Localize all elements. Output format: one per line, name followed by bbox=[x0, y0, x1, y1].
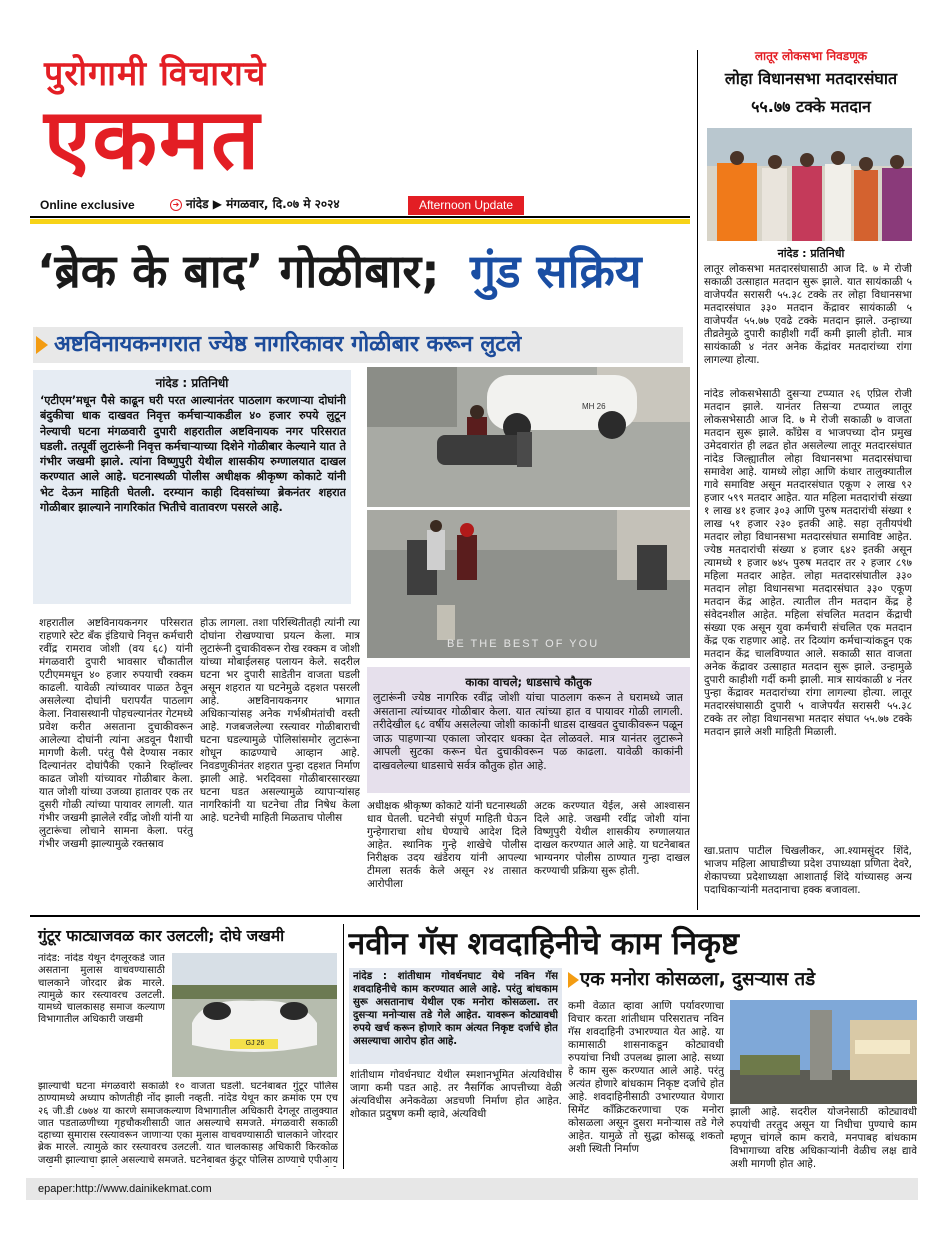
gas-col3: झाली आहे. सदरील योजनेसाठी कोट्यावधी रुपयांची तरतुद असून या निधीचा पुण्याचे काम म्हणून चांगले काम करावे, मनपाबह बांधकाम विभागाच्या वरिष्ठ अधिकाऱ्यांनी वेळीच लक्ष द्यावे अशी मागणी होत आहे. bbox=[730, 1106, 917, 1170]
masthead-divider bbox=[30, 216, 690, 218]
masthead-accent-bar bbox=[30, 219, 690, 224]
voters-photo bbox=[707, 128, 912, 241]
crematorium-photo bbox=[730, 1000, 917, 1104]
main-headline-part2: गुंड सक्रिय bbox=[470, 244, 642, 298]
dateline: नांदेड ▶ मंगळवार, दि.०७ मे २०२४ bbox=[186, 197, 340, 211]
subhead-arrow-icon bbox=[36, 336, 48, 354]
gas-col2: कमी वेळात व्हावा आणि पर्यावरणाचा विचार करता शांतीधाम परिसरातच नविन गॅस शवदाहिनी उभारण्यात येत आहे. या कामासाठी शासनाकडून कोट्यावधी रुपयांचा निधी उपलब्ध झाला आहे. सध्या हे काम सुरू करण्यात आले आहे. परंतु अत्यंत होणारे बांधकाम निकृष्ट दर्जाचे होत आहे. शवदाहिनीसाठी उभारण्यात येणारा सिमेंट कॉंक्रिटकरणाचा एक मनोरा कोसळला असून दुसरा मनोऱ्यास तडे गेले आहेत. यामुळे तो सुद्धा कोसळू शकतो अशी स्थिती निर्माण bbox=[568, 1000, 724, 1155]
sidebar-title-line2: ५५.७७ टक्के मतदान bbox=[751, 97, 871, 116]
main-body-col1: शहरातील अष्टविनायकनगर परिसरात राहणारे स्टेट बँक इंडियाचे निवृत्त कर्मचारी रवींद्र रामराव जोशी (वय ६८) यांनी मंगळवारी दुपारी भावसार चौकातील एटीएममधून ४० हजार रुपयाची रक्कम काढली. यावेळी त्यांच्यावर पाळत ठेवून असलेल्या दोघांनी घरापर्यंत पाठलाग केला. निवासस्थानी पोहचल्यानंतर गेटमध्ये प्रवेश करीत असताना दुचाकीवरून आलेल्या दोघांनी त्यांना अडवून पैशाची मागणी केली. परंतु पैसे देण्यास नकार दिल्यानंतर दोघांपैकी एकाने रिव्हॉल्वर काढत जोशी यांच्यावर गोळीबार केला. यात जोशी यांच्या उजव्या हातावर एक तर दुसरी गोळी त्यांच्या पायावर लागली. यात गंभीर जखमी झालेले रवींद्र जोशी यांनी या लुटारूंचा लोचाने सामना केला. परंतु गंभीर जखमी झाल्यामुळे रक्तस्राव bbox=[39, 617, 193, 850]
main-headline-part1: ‘ब्रेक के बाद’ गोळीबार; bbox=[37, 244, 440, 298]
sidebar-para3: खा.प्रताप पाटील चिखलीकर, आ.श्यामसुंदर शिंदे, भाजप महिला आघाडीच्या प्रदेश उपाध्यक्षा प्रणिता देवरे, शेकापच्या प्रदेशाध्यक्षा आशाताई शिंदे यांच्यासह अन्य पदाधिकाऱ्यांनी मतदानाचा हक्क बजावला. bbox=[704, 845, 912, 896]
epaper-link[interactable]: epaper:http://www.dainikekmat.com bbox=[38, 1183, 212, 1195]
sidebar-kicker: लातूर लोकसभा निवडणूक bbox=[754, 49, 868, 63]
cctv-photo-bottom bbox=[367, 510, 690, 658]
sidebar-title-line1: लोहा विधानसभा मतदारसंघात bbox=[724, 69, 898, 88]
gas-lead: नांदेड : शांतीधाम गोवर्धनघाट येथे नविन गॅस शवदाहिनीचे काम करण्यात आले आहे. परंतु बांधकाम सुरू असतानाच येथील एक मनोरा कोसळला. तर दुसऱ्या मनोऱ्यास तडे गेले आहेत. यावरून कोट्यावधी रुपये खर्च करून होणारे काम अंत्यत निकृष्ट दर्जाचे होत असल्याचा आरोप होत आहे. bbox=[353, 971, 558, 1047]
masthead-tagline: पुरोगामी विचाराचे bbox=[44, 54, 267, 94]
lead-byline: नांदेड : प्रतिनिधी bbox=[155, 376, 229, 390]
online-exclusive: Online exclusive bbox=[40, 198, 135, 212]
masthead-title: एकमत bbox=[44, 90, 262, 188]
main-body-col3: अधीक्षक श्रीकृष्ण कोकाटे यांनी घटनास्थळी धाव घेतली. घटनेची संपूर्ण माहिती घेऊन गुन्हेगाराचा शोध घेण्याचे आदेश दिले आहेत. स्थानिक गुन्हे शाखेचे पोलीस निरीक्षक उदय खंडेराय यांनी आपल्या टीमला सतर्क केले असून २४ तासात आरोपीला bbox=[367, 800, 527, 890]
cctv-photo-top bbox=[367, 367, 690, 507]
caption-text: लुटारूंनी ज्येष्ठ नागरिक रवींद्र जोशी यांचा पाठलाग करून ते घरामध्ये जात असताना त्यांच्यावर गोळीबार केला. यात त्यांच्या हात व पायावर गोळी लागली. तरीदेखील ६८ वर्षीय असलेल्या जोशी काकांनी धाडस दाखवत दुचाकीवरून पळून जाऊ पाहणाऱ्या एकाला जोरदार धक्का देत लोळवले. मात्र यानंतर लुटारूने आपली सुटका करून घेत दुचाकीवरून पळ काढला. यावेळी काकांनी दाखवलेल्या धाडसाचे सर्वत्र कौतुक होत आहे. bbox=[373, 691, 683, 772]
story-divider bbox=[343, 924, 344, 1169]
main-subhead: अष्टविनायकनगरात ज्येष्ठ नागरिकावर गोळीबार करून लुटले bbox=[54, 332, 522, 357]
main-body-col2: होऊ लागला. तशा परिस्थितीतही त्यांनी त्या दोघांना रोखण्याचा प्रयत्न केला. मात्र लुटारूंनी दुचाकीवरून रोख रक्कम व जोशी यांच्या मोबाईलसह पलायन केले. सदरील घटना भर दुपारी साडेतीन वाजता घडली असून शहरात या घटनेमुळे दहशत पसरली आहे. अष्टविनायकनगर भागात अधिकाऱ्यांसह अनेक गर्भश्रीमंतांची वस्ती आहे. गजबजलेल्या रस्त्यावर गोळीबाराची घटना घडल्यामुळे पोलिसांसमोर लुटारूंना शोधून काढण्याचे आव्हान आहे. निवडणुकीनंतर शहरात पुन्हा दहशत निर्माण झाली आहे. भरदिवसा गोळीबारसारख्या घटना घडत असल्यामुळे व्यापाऱ्यांसह नागरिकांनी या घटनेचा तीव्र निषेध केला आहे. घटनेची माहिती मिळताच पोलीस bbox=[200, 617, 360, 824]
gas-subhead-arrow-icon bbox=[568, 972, 579, 988]
arrow-right-icon: ➜ bbox=[170, 199, 182, 211]
section-divider bbox=[30, 915, 920, 917]
sidebar-byline: नांदेड : प्रतिनिधी bbox=[777, 247, 845, 260]
accident-headline: गुंटूर फाट्याजवळ कार उलटली; दोघे जखमी bbox=[38, 927, 285, 945]
gas-headline: नवीन गॅस शवदाहिनीचे काम निकृष्ट bbox=[348, 926, 739, 962]
accident-plate: GJ 26 bbox=[245, 1040, 265, 1047]
main-body-col4: अटक करण्यात येईल, असे आश्वासन दिले आहे. जखमी रवींद्र जोशी यांना विष्णुपुरी येथील शासकीय रुग्णालयात दाखल करण्यात आले आहे. या घटनेबाबत भाग्यनगर पोलीस ठाण्यात गुन्हा दाखल करण्याची प्रक्रिया सुरू होती. bbox=[534, 800, 690, 877]
caption-title: काका वाचले; धाडसाचे कौतुक bbox=[465, 675, 592, 689]
gas-col1: शांतीधाम गोवर्धनघाट येथील स्मशानभूमित अंत्यविधीस जागा कमी पडत आहे. तर नैसर्गिक आपत्तीच्या वेळी अंत्यविधीस अनेकवेळा अडचणी निर्माण होत आहेत. शोकात प्रदुषण कमी व्हावे, अंत्यविधी bbox=[350, 1069, 562, 1120]
sidebar-para1: लातूर लोकसभा मतदारसंघासाठी आज दि. ७ मे रोजी सकाळी उत्साहात मतदान सुरू झाले. यात सायंकाळी ५ वाजेपर्यंत सरासरी ५५.३८ टक्के तर लोहा विधानसभा मतदारसंघात ३३० मतदान केंद्रावर सायंकाळी ५ वाजेपर्यंत ५५.७७ एवढे टक्के मतदान झाले. उन्हाच्या तीव्रतेमुळे दुपारी काहीशी गर्दी कमी झाली होती. मात्र सायंकाळी ४ नंतर अनेक केंद्रांवर मतदारांच्या रांगा लागल्या होत्या. bbox=[704, 263, 912, 366]
photo-overlay-text: BE THE BEST OF YOU bbox=[447, 638, 600, 650]
sidebar-para2: नांदेड लोकसभेसाठी दुसऱ्या टप्प्यात २६ एप्रिल रोजी मतदान झाले. यानंतर तिसऱ्या टप्प्यात लातूर लोकसभेसाठी आज दि. ७ मे रोजी सकाळी ७ वाजता मतदान सुरू झाले. काँग्रेस व भाजपच्या दोन प्रमुख उमेदवारांत ही लढत होत असलेल्या लातूर मतदारसंघात नांदेड जिल्ह्यातील लोहा विधानसभा मतदारसंघाचा समावेश आहे. यामध्ये लोहा आणि कंधार तालुक्यातील गावे समाविष्ट असून मतदारसंघात एकूण २ लाख ९२ हजार ५९९ मतदार आहेत. यात महिला मतदारांची संख्या १ लाख ४१ हजार ३०३ आणि पुरुष मतदारांची संख्या १ लाख ५१ हजार २३० इतकी आहे. सहा तृतीयपंथी मतदार लोहा विधानसभा मतदारसंघात समाविष्ट आहेत. ज्येष्ठ मतदारांची संख्या ४ हजार ६४२ इतकी असून त्यामध्ये १ हजार ७४५ पुरुष मतदार तर २ हजार ८९७ महिला मतदार आहेत. लोहा मतदारसंघातील ३३० मतदान लोहा विधानसभा मतदारसंघात ३३० एकूण मतदान केंद्र आहेत. त्यातील तीन मतदान केंद्र हे संवेदनशील आहेत. महिला संचलित मतदान केंद्राची संख्या एक असून युवा कर्मचारी संचलित एक मतदान केंद्र एक राहणार आहे. तर दिव्यांग कर्मचाऱ्यांकडून एक मतदान केंद्र चालविण्यात आले. सकाळी सात वाजता अनेक केंद्रावर उत्साहात मतदान सुरू झाले. उन्हामुळे दुपारी काहीशी गर्दी कमी झाली. मात्र सायंकाळी ४ नंतर पुन्हा केंद्रावर मतदारांच्या रांगा लागल्या होत्या. लातूर मतदारसंघासाठी दुपारी ५ वाजेपर्यंत सरासरी ५५.३८ टक्के तर लोहा विधानसभा मतदार संघात ५५.७७ टक्के मतदान झाले अशी माहिती मिळाली. bbox=[704, 388, 912, 738]
afternoon-update-badge: Afternoon Update bbox=[408, 196, 524, 215]
gas-subhead: एक मनोरा कोसळला, दुसऱ्यास तडे bbox=[580, 969, 816, 990]
accident-text-top: नांदेड: नांदेड येथून देगलूरकडे जात असताना मुलास वाचवण्यासाठी चालकाने जोरदार ब्रेक मारले. त्यामुळे कार रस्त्यावरच उलटली. यामध्ये चालकासह समाज कल्याण विभागातील अधिकारी जखमी bbox=[38, 953, 165, 1026]
lead-text: ‘एटीएम’मधून पैसे काढून घरी परत आल्यानंतर पाठलाग करणाऱ्या दोघांनी बंदुकीचा धाक दाखवत निवृत्त कर्मचाऱ्याकडील ४० हजार रुपये लुटून नेल्याची घटना मंगळवारी दुपारी शहरातील अष्टविनायक नगर परिसरात घडली. तत्पूर्वी लुटारूंनी निवृत्त कर्मचाऱ्याच्या दिशेने गोळीबार केल्याने यात ते गंभीर जखमी झाले. त्यांना विष्णुपुरी येथील शासकीय रुग्णालयात दाखल करण्यात आले आहे. घटनास्थळी पोलीस अधीक्षक श्रीकृष्ण कोकाटे यांनी भेट देऊन माहिती घेतली. दरम्यान काही दिवसांच्या ब्रेकनंतर शहरात गोळीबार झाल्याने नागरिकांत भितीचे वातावरण पसरले आहे. bbox=[40, 394, 346, 515]
accident-photo bbox=[172, 953, 337, 1077]
accident-text-rest: झाल्याची घटना मंगळवारी सकाळी १० वाजता घडली. घटनेबाबत गुंटूर पोलिस ठाण्यामध्ये अध्याप कोणतीही नोंद झाली नव्हती. नांदेड येथून कार क्रमांक एम एच २६ जी.डी ८७७४ या कारणे समाजकल्याण विभागातील अधिकारी देगलूर तालुक्यात जात पडताळणीच्या गृहचौकशीसाठी जात असल्याचे समजते. मंगळवारी सकाळी दहाच्या सुमारास रस्त्यावरून जाणाऱ्या एका मुलास वाचवण्यासाठी चालकाने जोरदार ब्रेक मारले. त्यामुळे कार रस्त्यावरच उलटली. यात चालकासह अधिकारी किरकोळ जखमी झाल्याचा झाले असल्याचे समजते. घटनेबाबत कुंटूर पोलिस ठाण्याचे एपीआय bbox=[38, 1081, 338, 1166]
sidebar-divider bbox=[697, 50, 698, 910]
car-plate: MH 26 bbox=[582, 402, 606, 411]
